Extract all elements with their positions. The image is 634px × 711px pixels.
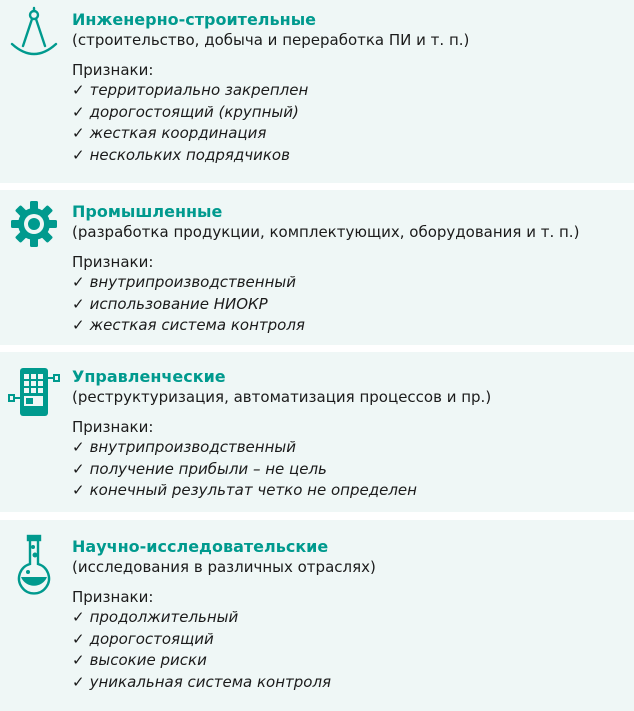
section-engineering bbox=[0, 0, 634, 183]
section-subtitle: (исследования в различных отраслях) bbox=[72, 558, 376, 576]
features-list bbox=[72, 80, 630, 166]
section-management bbox=[0, 352, 634, 512]
feature-item: ✓ территориально закреплен bbox=[72, 81, 309, 99]
check-icon: ✓ bbox=[72, 102, 85, 121]
check-icon: ✓ bbox=[72, 672, 85, 691]
section-title: Инженерно-строительные bbox=[72, 10, 317, 29]
features-list bbox=[72, 607, 630, 693]
check-icon: ✓ bbox=[72, 629, 85, 648]
feature-item: ✓ конечный результат четко не определен bbox=[72, 481, 417, 499]
section-subtitle: (реструктуризация, автоматизация процессов и пр.) bbox=[72, 388, 492, 406]
check-icon: ✓ bbox=[72, 273, 85, 291]
section-subtitle: (строительство, добыча и переработка ПИ и т. п.) bbox=[72, 31, 470, 49]
section-content bbox=[72, 537, 630, 693]
feature-item: ✓ продолжительный bbox=[72, 608, 239, 626]
check-icon: ✓ bbox=[72, 459, 85, 478]
management-board-icon bbox=[8, 366, 60, 418]
section-industrial bbox=[0, 190, 634, 345]
section-title: Управленческие bbox=[72, 367, 226, 386]
features-label: Признаки: bbox=[72, 418, 154, 436]
section-research bbox=[0, 520, 634, 711]
check-icon: ✓ bbox=[72, 608, 85, 626]
check-icon: ✓ bbox=[72, 145, 85, 164]
feature-item: ✓ внутрипроизводственный bbox=[72, 273, 296, 291]
section-content bbox=[72, 367, 630, 502]
feature-item: ✓ дорогостоящий (крупный) bbox=[72, 102, 299, 121]
feature-item: ✓ получение прибыли – не цель bbox=[72, 459, 327, 478]
check-icon: ✓ bbox=[72, 438, 85, 456]
check-icon: ✓ bbox=[72, 651, 85, 669]
check-icon: ✓ bbox=[72, 81, 85, 99]
features-label: Признаки: bbox=[72, 61, 154, 79]
feature-item: ✓ внутрипроизводственный bbox=[72, 438, 296, 456]
check-icon: ✓ bbox=[72, 124, 85, 142]
section-content bbox=[72, 10, 630, 166]
feature-item: ✓ высокие риски bbox=[72, 651, 207, 669]
feature-item: ✓ дорогостоящий bbox=[72, 629, 214, 648]
feature-item: ✓ нескольких подрядчиков bbox=[72, 145, 290, 164]
features-list bbox=[72, 272, 630, 337]
check-icon: ✓ bbox=[72, 294, 85, 313]
section-subtitle: (разработка продукции, комплектующих, оборудования и т. п.) bbox=[72, 223, 580, 241]
feature-item: ✓ использование НИОКР bbox=[72, 294, 268, 313]
features-label: Признаки: bbox=[72, 588, 154, 606]
feature-item: ✓ жесткая координация bbox=[72, 124, 267, 142]
features-label: Признаки: bbox=[72, 253, 154, 271]
check-icon: ✓ bbox=[72, 481, 85, 499]
compass-icon bbox=[8, 6, 60, 58]
gear-icon bbox=[8, 198, 60, 250]
feature-item: ✓ жесткая система контроля bbox=[72, 316, 305, 334]
flask-icon bbox=[8, 534, 60, 596]
features-list bbox=[72, 437, 630, 502]
section-content bbox=[72, 202, 630, 337]
section-title: Промышленные bbox=[72, 202, 223, 221]
section-title: Научно-исследовательские bbox=[72, 537, 329, 556]
check-icon: ✓ bbox=[72, 316, 85, 334]
feature-item: ✓ уникальная система контроля bbox=[72, 672, 332, 691]
